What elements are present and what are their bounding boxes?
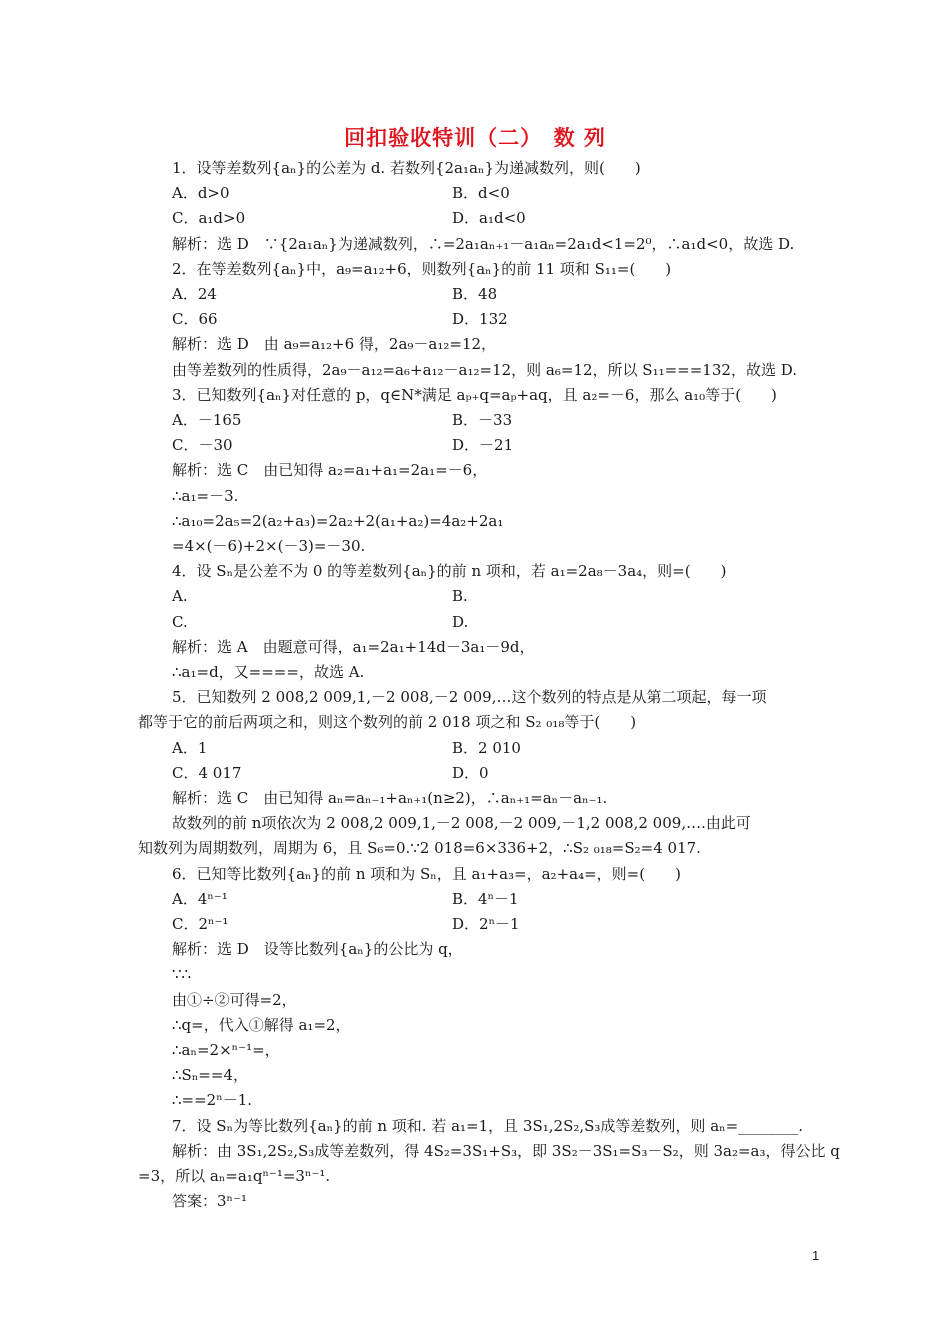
- option-right: B．48: [452, 285, 498, 303]
- option-right: D．2ⁿ－1: [452, 915, 520, 933]
- text-line: 故数列的前 n项依次为 2 008,2 009,1,－2 008,－2 009,－1,2 008,2 009,….由此可: [172, 814, 751, 832]
- text-line: 5．已知数列 2 008,2 009,1,－2 008,－2 009,…这个数列的特点是从第二项起，每一项: [172, 688, 767, 706]
- option-left: C．4 017: [172, 764, 242, 782]
- text-line: 1．设等差数列{aₙ}的公差为 d. 若数列{2a₁aₙ}为递减数列，则( ): [172, 159, 641, 177]
- text-line: ∴a₁=－3.: [172, 487, 239, 505]
- text-line: 3．已知数列{aₙ}对任意的 p，q∈N*满足 aₚ₊q=aₚ+aq，且 a₂=－6，那么 a₁₀等于( ): [172, 386, 777, 404]
- text-line: =3，所以 aₙ=a₁qⁿ⁻¹=3ⁿ⁻¹.: [138, 1167, 331, 1185]
- text-line: ∴a₁=d，又====，故选 A.: [172, 663, 365, 681]
- option-right: D．0: [452, 764, 489, 782]
- option-right: D．a₁d<0: [452, 209, 526, 227]
- text-line: ∴==2ⁿ－1.: [172, 1091, 253, 1109]
- text-line: 解析：选 D ∵{2a₁aₙ}为递减数列，∴=2a₁aₙ₊₁－a₁aₙ=2a₁d<1=2⁰，∴a₁d<0，故选 D.: [172, 235, 795, 253]
- option-right: B．2 010: [452, 739, 521, 757]
- text-line: ∴aₙ=2×ⁿ⁻¹=，: [172, 1041, 280, 1059]
- text-line: 解析：选 D 由 a₉=a₁₂+6 得，2a₉－a₁₂=12，: [172, 335, 497, 353]
- option-left: A．d>0: [172, 184, 230, 202]
- option-right: D．－21: [452, 436, 514, 454]
- option-left: A．24: [172, 285, 217, 303]
- text-line: ∴q=，代入①解得 a₁=2，: [172, 1016, 351, 1034]
- option-right: D．132: [452, 310, 508, 328]
- option-left: C.: [172, 613, 188, 631]
- option-left: A．4ⁿ⁻¹: [172, 890, 228, 908]
- text-line: =4×(－6)+2×(－3)=－30.: [172, 537, 366, 555]
- text-line: ∴Sₙ==4，: [172, 1066, 248, 1084]
- text-line: 知数列为周期数列，周期为 6，且 S₆=0.∵2 018=6×336+2，∴S₂ ₀₁₈=S₂=4 017.: [138, 839, 701, 857]
- option-right: B．4ⁿ－1: [452, 890, 519, 908]
- text-line: 2．在等差数列{aₙ}中，a₉=a₁₂+6，则数列{aₙ}的前 11 项和 S₁₁=( ): [172, 260, 672, 278]
- text-line: 7．设 Sₙ为等比数列{aₙ}的前 n 项和. 若 a₁=1，且 3S₁,2S₂,S₃成等差数列，则 aₙ=________.: [172, 1117, 803, 1135]
- option-right: B.: [452, 587, 468, 605]
- option-left: A．－165: [172, 411, 242, 429]
- option-right: B．－33: [452, 411, 513, 429]
- option-left: A．1: [172, 739, 208, 757]
- text-line: 4．设 Sₙ是公差不为 0 的等差数列{aₙ}的前 n 项和，若 a₁=2a₈－3a₄，则=( ): [172, 562, 727, 580]
- text-line: 解析：由 3S₁,2S₂,S₃成等差数列，得 4S₂=3S₁+S₃，即 3S₂－3S₁=S₃－S₂，则 3a₂=a₃，得公比 q: [172, 1142, 840, 1160]
- text-line: 6．已知等比数列{aₙ}的前 n 项和为 Sₙ，且 a₁+a₃=，a₂+a₄=，则=( ): [172, 865, 681, 883]
- option-left: C．a₁d>0: [172, 209, 246, 227]
- option-left: C．－30: [172, 436, 233, 454]
- text-line: 解析：选 D 设等比数列{aₙ}的公比为 q，: [172, 940, 463, 958]
- text-line: ∵∴: [172, 965, 192, 983]
- text-line: 由等差数列的性质得，2a₉－a₁₂=a₆+a₁₂－a₁₂=12，则 a₆=12，所以 S₁₁===132，故选 D.: [172, 361, 797, 379]
- text-line: 答案：3ⁿ⁻¹: [172, 1192, 247, 1210]
- option-left: A.: [172, 587, 188, 605]
- text-line: 解析：选 C 由已知得 aₙ=aₙ₋₁+aₙ₊₁(n≥2)，∴aₙ₊₁=aₙ－aₙ₋₁.: [172, 789, 608, 807]
- option-left: C．66: [172, 310, 218, 328]
- text-line: ∴a₁₀=2a₅=2(a₂+a₃)=2a₂+2(a₁+a₂)=4a₂+2a₁: [172, 512, 504, 530]
- page-number: 1: [812, 1248, 820, 1263]
- text-line: 由①÷②可得=2，: [172, 991, 297, 1009]
- option-right: D.: [452, 613, 469, 631]
- option-right: B．d<0: [452, 184, 510, 202]
- option-left: C．2ⁿ⁻¹: [172, 915, 229, 933]
- text-line: 解析：选 A 由题意可得，a₁=2a₁+14d－3a₁－9d，: [172, 638, 535, 656]
- text-line: 都等于它的前后两项之和，则这个数列的前 2 018 项之和 S₂ ₀₁₈等于( ): [138, 713, 637, 731]
- page-title: 回扣验收特训（二） 数 列: [344, 126, 606, 150]
- text-line: 解析：选 C 由已知得 a₂=a₁+a₁=2a₁=－6，: [172, 461, 488, 479]
